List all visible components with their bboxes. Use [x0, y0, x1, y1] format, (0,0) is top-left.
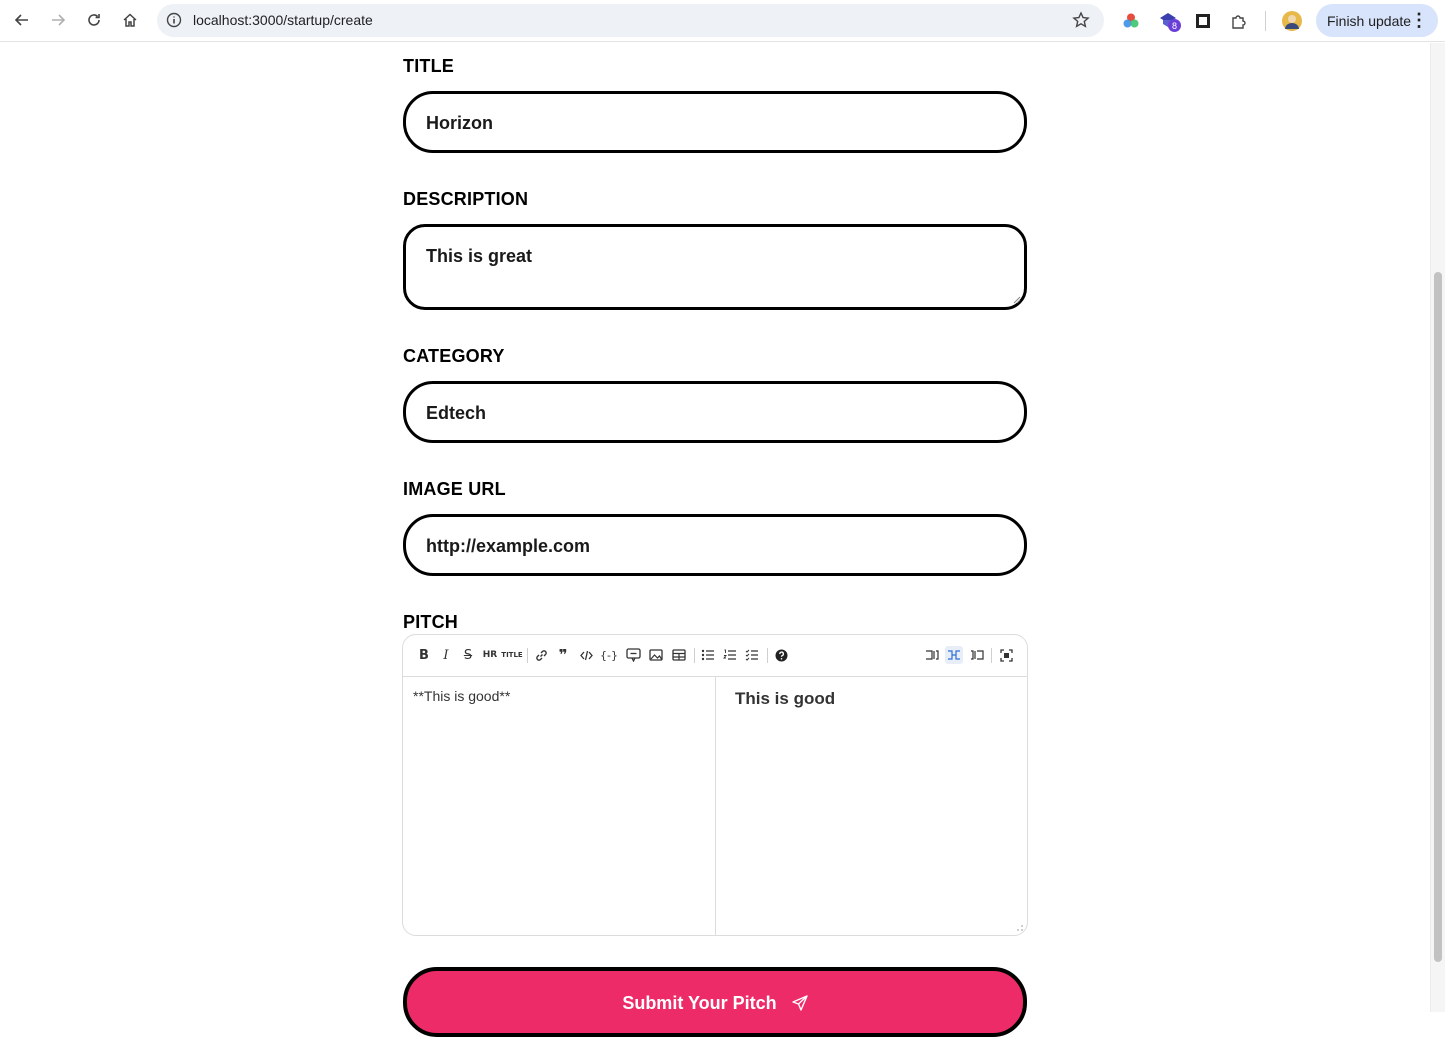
home-icon: [122, 12, 138, 28]
toolbar-separator: [767, 648, 768, 663]
arrow-right-icon: [50, 12, 66, 28]
category-label: CATEGORY: [403, 346, 505, 366]
bookmark-star-icon[interactable]: [1072, 11, 1090, 34]
markdown-input-pane[interactable]: [403, 677, 715, 935]
help-icon[interactable]: [772, 646, 790, 664]
markdown-preview-text: This is good: [735, 689, 836, 708]
toolbar-separator: [991, 648, 992, 663]
forward-button[interactable]: [45, 7, 71, 33]
extensions-puzzle-icon[interactable]: [1227, 9, 1251, 33]
browser-toolbar: [0, 0, 1445, 42]
title-label: TITLE: [403, 56, 454, 76]
submit-pitch-label: [407, 993, 1023, 1014]
link-icon[interactable]: [532, 646, 550, 664]
toolbar-separator: [694, 648, 695, 663]
color-extension-icon[interactable]: [1119, 9, 1143, 33]
checklist-icon[interactable]: [743, 646, 761, 664]
image-icon[interactable]: [647, 646, 665, 664]
toolbar-separator: [527, 648, 528, 663]
arrow-left-icon: [14, 12, 30, 28]
back-button[interactable]: [9, 7, 35, 33]
italic-icon[interactable]: I: [443, 647, 449, 663]
image-url-input-value: http://example.com: [426, 536, 591, 556]
profile-avatar[interactable]: [1280, 9, 1304, 33]
home-button[interactable]: [117, 7, 143, 33]
toolbar-divider: [1265, 11, 1266, 31]
site-info-icon[interactable]: [166, 12, 182, 33]
reload-icon: [86, 12, 102, 28]
resize-handle-icon[interactable]: [1013, 296, 1021, 304]
reload-button[interactable]: [81, 7, 107, 33]
extension-badge-icon[interactable]: [1156, 9, 1180, 33]
title-icon[interactable]: TITLE: [501, 651, 523, 659]
code-icon[interactable]: [577, 646, 595, 664]
horizontal-rule-icon[interactable]: HR: [482, 650, 498, 660]
pitch-label: PITCH: [403, 612, 458, 632]
strikethrough-icon[interactable]: S: [463, 647, 473, 663]
image-url-label: IMAGE URL: [403, 479, 506, 499]
markdown-editor[interactable]: [402, 634, 1028, 936]
image-url-input[interactable]: [403, 514, 1027, 576]
editor-toolbar: [403, 635, 1027, 677]
description-label: DESCRIPTION: [403, 189, 529, 209]
bold-icon[interactable]: B: [419, 647, 429, 663]
code-block-icon[interactable]: {-}: [600, 648, 618, 662]
table-icon[interactable]: [670, 646, 688, 664]
unordered-list-icon[interactable]: [699, 646, 717, 664]
finish-update-label: Finish update: [1327, 13, 1412, 29]
scrollbar-thumb[interactable]: [1434, 272, 1442, 962]
sidepanel-icon[interactable]: [1191, 9, 1215, 33]
title-input[interactable]: [403, 91, 1027, 153]
title-input-value: Horizon: [426, 113, 493, 133]
comment-icon[interactable]: [624, 646, 642, 664]
url-text: localhost:3000/startup/create: [193, 12, 373, 28]
fullscreen-icon[interactable]: [997, 646, 1015, 664]
preview-mode-icon[interactable]: [968, 646, 986, 664]
markdown-preview-pane: [716, 677, 1027, 935]
split-mode-icon[interactable]: [945, 646, 963, 664]
finish-update-button[interactable]: [1316, 4, 1438, 37]
ordered-list-icon[interactable]: [721, 646, 739, 664]
submit-pitch-text: Submit Your Pitch: [622, 993, 777, 1013]
category-input-value: Edtech: [426, 403, 487, 423]
more-vertical-icon: ⋮: [1410, 10, 1428, 30]
editor-resize-handle-icon[interactable]: [1017, 925, 1023, 931]
quote-icon[interactable]: ❞: [558, 646, 568, 664]
markdown-source-text: **This is good**: [413, 688, 511, 704]
description-textarea-value: This is great: [426, 246, 533, 266]
send-icon: [792, 995, 808, 1011]
address-bar[interactable]: [157, 4, 1104, 37]
category-input[interactable]: [403, 381, 1027, 443]
description-textarea[interactable]: [403, 224, 1027, 310]
edit-mode-icon[interactable]: [923, 646, 941, 664]
extension-count-badge: 8: [1168, 19, 1181, 32]
submit-pitch-button[interactable]: [403, 967, 1027, 1037]
